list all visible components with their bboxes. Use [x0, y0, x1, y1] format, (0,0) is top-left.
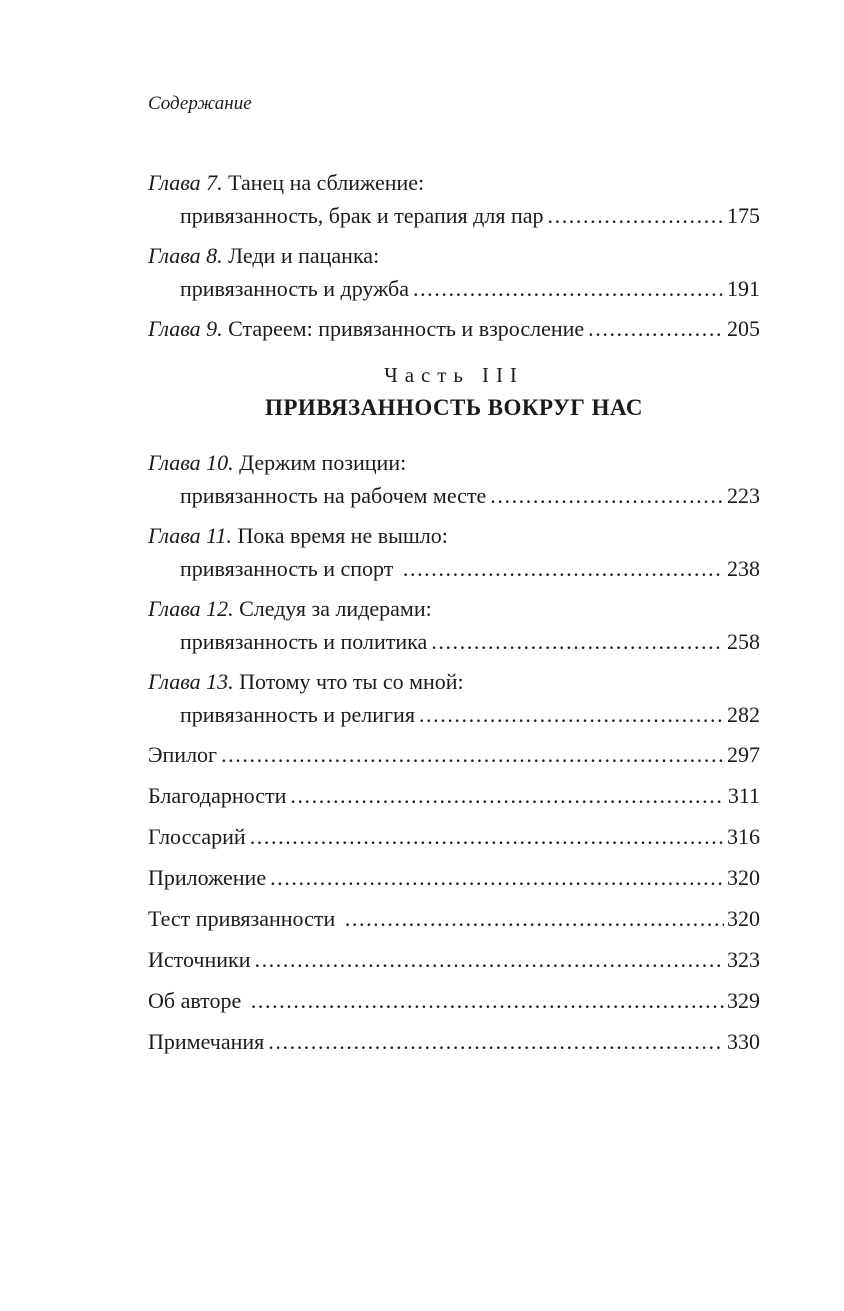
- section-title: Примечания: [148, 1029, 265, 1054]
- chapter-subtitle: привязанность на рабочем месте: [180, 483, 487, 508]
- chapter-heading-line: [148, 239, 760, 272]
- page-number: 311: [727, 783, 760, 808]
- page-number: 323: [727, 947, 760, 972]
- toc-entry-notes: [148, 1025, 760, 1058]
- page-title: Содержание: [148, 93, 252, 114]
- dot-leader: [413, 272, 724, 305]
- chapter-label: Глава 8.: [148, 243, 223, 268]
- chapter-heading-line: [148, 665, 760, 698]
- chapter-title: Держим позиции:: [239, 450, 407, 475]
- dot-leader: [548, 199, 725, 232]
- section-title: Глоссарий: [148, 824, 246, 849]
- page-number: 320: [727, 906, 760, 931]
- page-number: 205: [727, 316, 760, 341]
- dot-leader: [290, 779, 724, 812]
- chapter-label: Глава 10.: [148, 450, 234, 475]
- toc-entry-glossary: [148, 820, 760, 853]
- toc-entry-chapter-8: [148, 239, 760, 305]
- chapter-title: Следуя за лидерами:: [239, 596, 432, 621]
- page-number: 175: [727, 203, 760, 228]
- toc-entry-attachment-test: [148, 902, 760, 935]
- dot-leader: [419, 698, 724, 731]
- chapter-title: Леди и пацанка:: [228, 243, 380, 268]
- dot-leader: [221, 738, 724, 771]
- dot-leader: [588, 312, 724, 345]
- dot-leader: [251, 984, 724, 1017]
- page-number: 223: [727, 483, 760, 508]
- section-title: Тест привязанности: [148, 906, 341, 931]
- toc-entry-epilogue: [148, 738, 760, 771]
- toc-entry-chapter-13: [148, 665, 760, 731]
- dot-leader: [250, 820, 724, 853]
- section-title: Благодарности: [148, 783, 287, 808]
- chapter-label: Глава 7.: [148, 170, 223, 195]
- part-kicker: Часть III: [384, 363, 524, 387]
- chapter-subtitle: привязанность и дружба: [180, 276, 409, 301]
- page-number: 282: [727, 702, 760, 727]
- toc-entry-chapter-11: [148, 519, 760, 585]
- dot-leader: [268, 1025, 724, 1058]
- chapter-subtitle: привязанность и спорт: [180, 556, 399, 581]
- dot-leader: [254, 943, 724, 976]
- chapter-heading-line: [148, 166, 760, 199]
- chapter-heading-line: [148, 519, 760, 552]
- chapter-title: Пока время не вышло:: [237, 523, 448, 548]
- chapter-subtitle: привязанность и религия: [180, 702, 415, 727]
- page-number: 258: [727, 629, 760, 654]
- section-title: Эпилог: [148, 742, 218, 767]
- toc-entry-chapter-12: [148, 592, 760, 658]
- table-of-contents: [148, 166, 760, 1058]
- section-title: Об авторе: [148, 988, 247, 1013]
- page-number: 320: [727, 865, 760, 890]
- toc-page: [148, 92, 760, 1066]
- toc-entry-sources: [148, 943, 760, 976]
- part-title: ПРИВЯЗАННОСТЬ ВОКРУГ НАС: [265, 395, 643, 420]
- toc-entry-appendix: [148, 861, 760, 894]
- page-number: 329: [727, 988, 760, 1013]
- chapter-heading-line: [148, 592, 760, 625]
- chapter-subtitle: привязанность и политика: [180, 629, 428, 654]
- chapter-title: Стареем: привязанность и взросление: [228, 316, 585, 341]
- toc-entry-chapter-7: [148, 166, 760, 232]
- dot-leader: [403, 552, 724, 585]
- dot-leader: [490, 479, 724, 512]
- chapter-title: Потому что ты со мной:: [239, 669, 464, 694]
- chapter-label: Глава 9.: [148, 316, 223, 341]
- chapter-label: Глава 11.: [148, 523, 232, 548]
- toc-entry-chapter-10: [148, 446, 760, 512]
- section-title: Источники: [148, 947, 251, 972]
- toc-entry-acknowledgements: [148, 779, 760, 812]
- dot-leader: [270, 861, 724, 894]
- chapter-label: Глава 12.: [148, 596, 234, 621]
- chapter-title: Танец на сближение:: [228, 170, 425, 195]
- chapter-label: Глава 13.: [148, 669, 234, 694]
- section-title: Приложение: [148, 865, 267, 890]
- chapter-heading-line: [148, 446, 760, 479]
- page-number: 297: [727, 742, 760, 767]
- page-number: 330: [727, 1029, 760, 1054]
- dot-leader: [431, 625, 724, 658]
- page-number: 238: [727, 556, 760, 581]
- page-number: 191: [727, 276, 760, 301]
- chapter-subtitle: привязанность, брак и терапия для пар: [180, 203, 544, 228]
- page-number: 316: [727, 824, 760, 849]
- dot-leader: [345, 902, 724, 935]
- part-3-heading: [148, 359, 760, 424]
- toc-entry-about-author: [148, 984, 760, 1017]
- toc-entry-chapter-9: [148, 312, 760, 345]
